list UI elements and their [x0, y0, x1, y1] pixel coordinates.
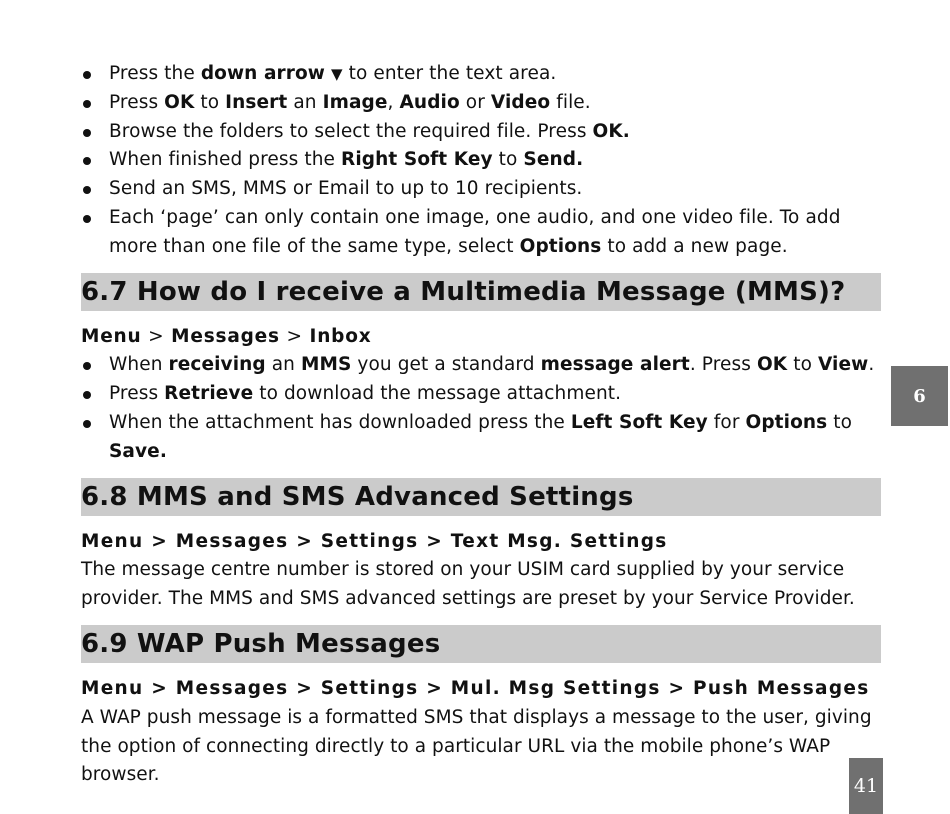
bullet-dot [83, 157, 91, 165]
bullet-dot [83, 420, 91, 428]
bullet-item: Press Retrieve to download the message attachment. [81, 380, 881, 409]
section-6-9-heading-bar [81, 625, 881, 663]
section-6-7-bullet-list [81, 351, 881, 466]
section-6-8-menu-path: Menu > Messages > Settings > Text Msg. Settings [81, 530, 668, 552]
bullet-dot [83, 129, 91, 137]
down-arrow-icon: ▼ [330, 65, 343, 83]
bullet-item: When finished press the Right Soft Key to Send. [81, 146, 881, 175]
document-page [81, 60, 881, 790]
bullet-item: When the attachment has downloaded press the Left Soft Key for Options to Save. [81, 409, 881, 467]
section-6-8-paragraph: The message centre number is stored on your USIM card supplied by your service provider. The MMS and SMS advanced settings are preset by your Service Provider. [81, 559, 855, 610]
bullet-item: When receiving an MMS you get a standard message alert. Press OK to View. [81, 351, 881, 380]
section-6-8-heading: 6.8 MMS and SMS Advanced Settings [81, 481, 634, 512]
section-6-7-heading: 6.7 How do I receive a Multimedia Message (MMS)? [81, 276, 846, 307]
bullet-dot [83, 362, 91, 370]
page-number: 41 [849, 758, 883, 814]
bullet-item: Send an SMS, MMS or Email to up to 10 recipients. [81, 175, 881, 204]
bullet-dot [83, 186, 91, 194]
bullet-item: Press OK to Insert an Image, Audio or Video file. [81, 89, 881, 118]
section-6-9-heading: 6.9 WAP Push Messages [81, 628, 441, 659]
bullet-dot [83, 391, 91, 399]
top-bullet-list [81, 60, 881, 262]
bullet-item: Press the down arrow ▼ to enter the text area. [81, 60, 881, 89]
bullet-dot [83, 71, 91, 79]
section-6-7-menu-path: Menu > Messages > Inbox [81, 325, 372, 347]
section-6-7-heading-bar [81, 273, 881, 311]
bullet-dot [83, 215, 91, 223]
bullet-item: Browse the folders to select the required file. Press OK. [81, 118, 881, 147]
bullet-item: Each ‘page’ can only contain one image, one audio, and one video file. To add more than one file of the same type, select Options to add a new page. [81, 204, 881, 262]
section-6-8-heading-bar [81, 478, 881, 516]
section-6-9-menu-path: Menu > Messages > Settings > Mul. Msg Settings > Push Messages [81, 677, 870, 699]
bullet-dot [83, 100, 91, 108]
chapter-tab: 6 [891, 366, 948, 426]
section-6-9-paragraph: A WAP push message is a formatted SMS that displays a message to the user, giving the option of connecting directly to a particular URL via the mobile phone’s WAP browser. [81, 706, 872, 786]
